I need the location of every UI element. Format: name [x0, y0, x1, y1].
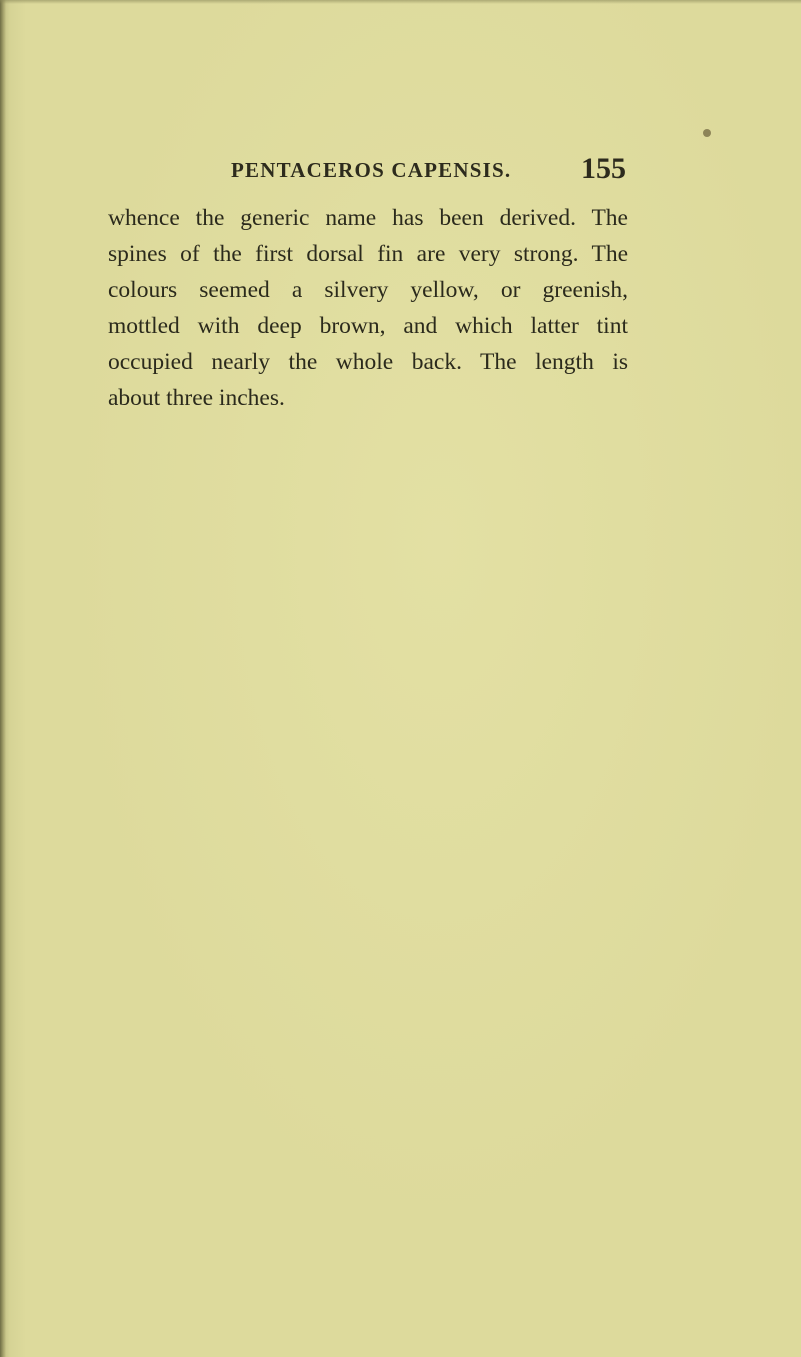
running-title: PENTACEROS CAPENSIS. [231, 158, 512, 182]
text-line: mottled with deep brown, and which latter tint [108, 313, 628, 339]
page-top-shadow [0, 0, 801, 4]
running-head [231, 152, 626, 188]
text-line: occupied nearly the whole back. The length is [108, 349, 628, 375]
text-line: spines of the first dorsal fin are very strong. The [108, 241, 628, 267]
text-line: about three inches. [108, 385, 285, 411]
ink-speck [703, 129, 711, 137]
text-line: whence the generic name has been derived. The [108, 205, 628, 231]
page-binding-shadow [0, 0, 6, 1357]
page-number: 155 [581, 152, 626, 185]
text-line: colours seemed a silvery yellow, or greenish, [108, 277, 628, 303]
body-paragraph [108, 200, 628, 416]
